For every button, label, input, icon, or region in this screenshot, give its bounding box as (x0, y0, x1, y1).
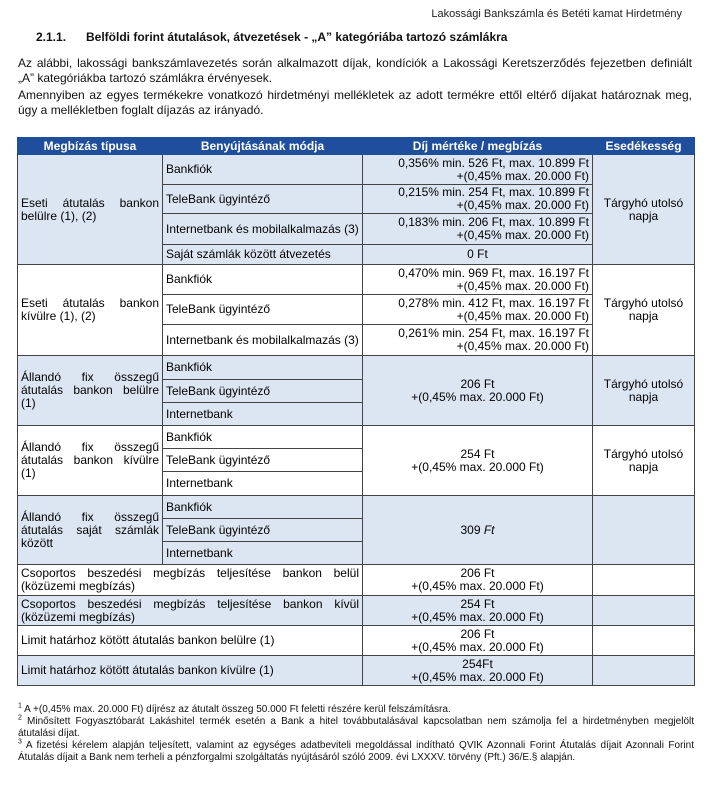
table-row (18, 356, 695, 380)
mode-cell: Bankfiók (163, 496, 363, 519)
col-header-fee: Díj mértéke / megbízás (363, 138, 593, 155)
due-cell (593, 626, 695, 656)
col-header-submission-mode: Benyújtásának módja (163, 138, 363, 155)
fee-cell: 0 Ft (363, 245, 593, 265)
fee-cell: 254 Ft +(0,45% max. 20.000 Ft) (363, 596, 593, 626)
mode-cell: Internetbank és mobilalkalmazás (3) (163, 325, 363, 356)
table-row (18, 656, 695, 686)
fee-cell: 0,470% min. 969 Ft, max. 16.197 Ft +(0,45% max. 20.000 Ft) (363, 265, 593, 295)
fee-cell: 206 Ft +(0,45% max. 20.000 Ft) (363, 626, 593, 656)
due-cell (593, 565, 695, 596)
mode-cell: Internetbank és mobilalkalmazás (3) (163, 214, 363, 245)
mode-cell: Saját számlák között átvezetés (163, 245, 363, 265)
fee-cell: 0,215% min. 254 Ft, max. 10.899 Ft +(0,45% max. 20.000 Ft) (363, 185, 593, 214)
running-header: Lakossági Bankszámla és Betéti kamat Hirdetmény (431, 8, 682, 20)
mode-cell: Internetbank (163, 472, 363, 496)
order-type-cell: Csoportos beszedési megbízás teljesítése bankon belül (közüzemi megbízás) (18, 565, 363, 596)
order-type-cell: Állandó fix összegű átutalás bankon belülre (1) (18, 356, 163, 426)
mode-cell: Internetbank (163, 542, 363, 565)
table-row (18, 496, 695, 519)
mode-cell: TeleBank ügyintéző (163, 519, 363, 542)
section-number: 2.1.1. (36, 30, 67, 44)
due-cell: Tárgyhó utolsó napja (593, 265, 695, 356)
fee-cell: 206 Ft +(0,45% max. 20.000 Ft) (363, 356, 593, 426)
due-cell (593, 496, 695, 565)
fee-cell: 254Ft +(0,45% max. 20.000 Ft) (363, 656, 593, 686)
mode-cell: TeleBank ügyintéző (163, 449, 363, 472)
mode-cell: Bankfiók (163, 426, 363, 449)
due-cell: Tárgyhó utolsó napja (593, 356, 695, 426)
intro-paragraph: Az alábbi, lakossági bankszámlavezetés során alkalmazott díjak, kondíciók a Lakossági Keretszerződés fejezetben definiált „A” kategóriákba tartozó számlákra érvényesek. (18, 56, 692, 85)
fee-cell: 309 Ft (363, 496, 593, 565)
order-type-cell: Limit határhoz kötött átutalás bankon kívülre (1) (18, 656, 363, 686)
fee-table (17, 137, 695, 686)
footnote-3: $^3$ A fizetési kérelem alapján teljesített, valamint az egységes adatbeviteli megoldással indítható QVIK Azonnali Forint Átutalás díjait Azonnali Forint Átutalás díjait a Bank nem terheli a pénzforgalmi szolgáltatás nyújtásáról szóló 2009. évi LXXXV. törvény (Pft.) 36/E.§ alapján. (18, 738, 694, 763)
due-cell: Tárgyhó utolsó napja (593, 155, 695, 265)
footnote-2: $^2$ Minősített Fogyasztóbarát Lakáshitel termék esetén a Bank a hitel továbbutalásával kapcsolatban nem számolja fel a hirdetményben megjelölt átutalási díjat. (18, 714, 695, 739)
col-header-order-type: Megbízás típusa (18, 138, 163, 155)
fee-cell: 0,261% min. 254 Ft, max. 16.197 Ft +(0,45% max. 20.000 Ft) (363, 325, 593, 356)
section-heading (36, 30, 507, 44)
order-type-cell: Eseti átutalás bankon kívülre (1), (2) (18, 265, 163, 356)
mode-cell: Bankfiók (163, 265, 363, 295)
table-row (18, 155, 695, 185)
order-type-cell: Állandó fix összegű átutalás saját számlák között (18, 496, 163, 565)
table-row (18, 565, 695, 596)
order-type-cell: Állandó fix összegű átutalás bankon kívülre (1) (18, 426, 163, 496)
table-row (18, 426, 695, 449)
fee-cell: 0,278% min. 412 Ft, max. 16.197 Ft +(0,45% max. 20.000 Ft) (363, 295, 593, 325)
col-header-due: Esedékesség (593, 138, 695, 155)
table-header-row (18, 138, 695, 155)
due-cell (593, 596, 695, 626)
order-type-cell: Eseti átutalás bankon belülre (1), (2) (18, 155, 163, 265)
order-type-cell: Limit határhoz kötött átutalás bankon belülre (1) (18, 626, 363, 656)
mode-cell: TeleBank ügyintéző (163, 185, 363, 214)
footnote-1: $^1$ A +(0,45% max. 20.000 Ft) díjrész az átutalt összeg 50.000 Ft feletti részére kerül felszámításra. (18, 702, 451, 715)
mode-cell: Internetbank (163, 403, 363, 426)
order-type-cell: Csoportos beszedési megbízás teljesítése bankon kívül (közüzemi megbízás) (18, 596, 363, 626)
mode-cell: TeleBank ügyintéző (163, 380, 363, 403)
section-title: Belföldi forint átutalások, átvezetések - „A” kategóriába tartozó számlákra (86, 30, 508, 44)
due-cell (593, 656, 695, 686)
footnotes (18, 704, 694, 764)
mode-cell: TeleBank ügyintéző (163, 295, 363, 325)
table-row (18, 626, 695, 656)
fee-cell: 0,183% min. 206 Ft, max. 10.899 Ft +(0,45% max. 20.000 Ft) (363, 214, 593, 245)
mode-cell: Bankfiók (163, 356, 363, 380)
fee-cell: 206 Ft +(0,45% max. 20.000 Ft) (363, 565, 593, 596)
fee-cell: 0,356% min. 526 Ft, max. 10.899 Ft +(0,45% max. 20.000 Ft) (363, 155, 593, 185)
exception-paragraph: Amennyiben az egyes termékekre vonatkozó hirdetményi mellékletek az adott termékre ettől eltérő díjakat határoznak meg, úgy a mellékletben foglalt díjazás az irányadó. (18, 88, 692, 117)
fee-cell: 254 Ft +(0,45% max. 20.000 Ft) (363, 426, 593, 496)
table-row (18, 265, 695, 295)
table-row (18, 596, 695, 626)
mode-cell: Bankfiók (163, 155, 363, 185)
due-cell: Tárgyhó utolsó napja (593, 426, 695, 496)
